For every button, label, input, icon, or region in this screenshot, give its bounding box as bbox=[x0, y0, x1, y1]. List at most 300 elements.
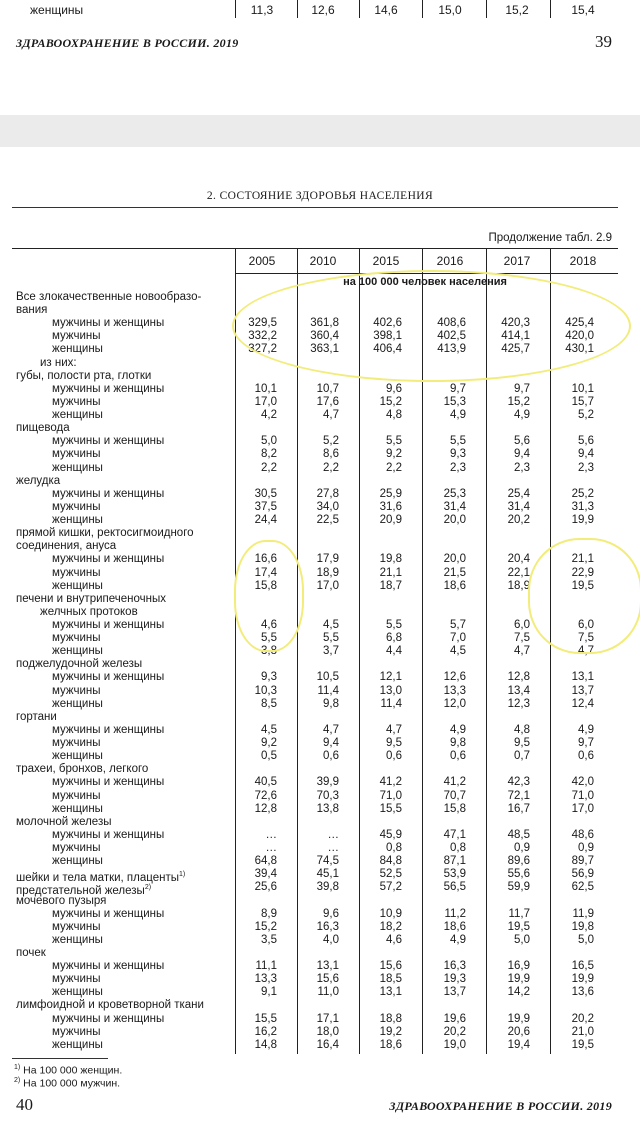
table-cell: 15,5 bbox=[254, 1013, 277, 1025]
table-cell: 20,6 bbox=[507, 1026, 530, 1038]
row-label: мочевого пузыря bbox=[16, 895, 107, 907]
table-cell: 15,8 bbox=[443, 803, 466, 815]
table-cell: 70,7 bbox=[443, 790, 466, 802]
row-label: мужчины и женщины bbox=[52, 960, 165, 972]
table-cell: 15,2 bbox=[379, 396, 402, 408]
table-cell: 21,1 bbox=[379, 567, 402, 579]
table-cell: 5,5 bbox=[386, 619, 402, 631]
table-cell: 41,2 bbox=[443, 776, 466, 788]
year-header: 2015 bbox=[372, 254, 400, 268]
table-cell: 0,8 bbox=[386, 842, 402, 854]
table-cell: 18,8 bbox=[379, 1013, 402, 1025]
highlight-circle bbox=[232, 270, 631, 382]
table-cell: … bbox=[327, 829, 339, 841]
table-top-rule bbox=[12, 248, 618, 249]
table-cell: 25,4 bbox=[507, 488, 530, 500]
table-cell: 4,5 bbox=[261, 724, 277, 736]
table-cell: 45,9 bbox=[379, 829, 402, 841]
table-cell: 39,9 bbox=[316, 776, 339, 788]
table-cell: 25,9 bbox=[379, 488, 402, 500]
table-cell: 4,9 bbox=[450, 934, 466, 946]
table-cell: 0,5 bbox=[261, 750, 277, 762]
table-cell: 327,2 bbox=[248, 343, 277, 355]
table-cell: 42,0 bbox=[571, 776, 594, 788]
table-cell: 27,8 bbox=[316, 488, 339, 500]
table-cell: 52,5 bbox=[379, 868, 402, 880]
table-cell: 0,6 bbox=[578, 750, 594, 762]
table-cell: 8,9 bbox=[261, 908, 277, 920]
row-label: мужчины bbox=[52, 501, 101, 513]
row-label: мужчины bbox=[52, 396, 101, 408]
table-cell: 31,6 bbox=[379, 501, 402, 513]
row-label: женщины bbox=[52, 986, 103, 998]
row-label: мужчины и женщины bbox=[52, 553, 165, 565]
table-cell: 18,7 bbox=[379, 580, 402, 592]
table-cell: 5,2 bbox=[323, 435, 339, 447]
previous-page-fragment bbox=[0, 0, 640, 22]
table-cell: 11,7 bbox=[508, 908, 530, 920]
table-cell: 398,1 bbox=[373, 330, 402, 342]
table-cell: 16,9 bbox=[507, 960, 530, 972]
table-cell: 34,0 bbox=[316, 501, 339, 513]
footnote-rule bbox=[12, 1058, 108, 1059]
table-cell: 4,7 bbox=[323, 409, 339, 421]
row-label: женщины bbox=[52, 855, 103, 867]
table-cell: 19,5 bbox=[507, 921, 530, 933]
row-label: предстательной железы$^{2)}$ bbox=[16, 884, 152, 897]
table-cell: 15,8 bbox=[254, 580, 277, 592]
table-cell: 19,8 bbox=[571, 921, 594, 933]
table-cell: 4,0 bbox=[323, 934, 339, 946]
table-cell: 37,5 bbox=[254, 501, 277, 513]
table-cell: 9,6 bbox=[323, 908, 339, 920]
table-cell: 13,3 bbox=[443, 685, 466, 697]
row-label: трахеи, бронхов, легкого bbox=[16, 763, 149, 775]
row-label: желудка bbox=[16, 475, 61, 487]
table-cell: 21,1 bbox=[571, 553, 594, 565]
table-cell: 9,7 bbox=[450, 383, 466, 395]
unit-label: на 100 000 человек населения bbox=[343, 276, 507, 288]
table-cell: 53,9 bbox=[443, 868, 466, 880]
row-label: пищевода bbox=[16, 422, 70, 434]
table-cell: 25,6 bbox=[254, 881, 277, 893]
table-cell: 13,7 bbox=[571, 685, 594, 697]
year-header: 2018 bbox=[569, 254, 597, 268]
table-cell: 39,8 bbox=[316, 881, 339, 893]
table-cell: 20,9 bbox=[379, 514, 402, 526]
row-label: почек bbox=[16, 947, 46, 959]
row-label: мужчины bbox=[52, 448, 101, 460]
table-cell: 9,5 bbox=[514, 737, 530, 749]
table-cell: … bbox=[265, 842, 277, 854]
table-cell: 74,5 bbox=[316, 855, 339, 867]
table-cell: 7,0 bbox=[450, 632, 466, 644]
table-cell: 0,8 bbox=[450, 842, 466, 854]
table-cell: 16,4 bbox=[316, 1039, 339, 1051]
row-label: мужчины bbox=[52, 567, 101, 579]
row-label: соединения, ануса bbox=[16, 540, 117, 552]
table-cell: 20,2 bbox=[507, 514, 530, 526]
table-cell: 10,5 bbox=[316, 671, 339, 683]
row-label: мужчины bbox=[52, 790, 101, 802]
table-cell: 9,8 bbox=[323, 698, 339, 710]
table-cell: 2,2 bbox=[261, 462, 277, 474]
row-label: мужчины bbox=[52, 921, 101, 933]
table-cell: 11,4 bbox=[317, 685, 339, 697]
table-cell: 6,0 bbox=[514, 619, 530, 631]
table-cell: 4,8 bbox=[514, 724, 530, 736]
table-cell: 420,3 bbox=[501, 317, 530, 329]
table-cell: … bbox=[265, 829, 277, 841]
table-cell: 15,5 bbox=[379, 803, 402, 815]
table-cell: 5,2 bbox=[578, 409, 594, 421]
table-cell: 11,0 bbox=[317, 986, 339, 998]
table-cell: 55,6 bbox=[507, 868, 530, 880]
row-label: мужчины bbox=[52, 973, 101, 985]
table-cell: 21,0 bbox=[571, 1026, 594, 1038]
table-cell: 19,9 bbox=[507, 1013, 530, 1025]
table-cell: 5,5 bbox=[323, 632, 339, 644]
row-label: женщины bbox=[52, 803, 103, 815]
table-cell: 30,5 bbox=[254, 488, 277, 500]
table-cell: 56,5 bbox=[443, 881, 466, 893]
row-label: женщины bbox=[52, 462, 103, 474]
table-cell: 9,5 bbox=[386, 737, 402, 749]
table-cell: 10,9 bbox=[379, 908, 402, 920]
row-label: женщины bbox=[52, 645, 103, 657]
table-cell: 4,6 bbox=[386, 934, 402, 946]
table-cell: 17,0 bbox=[571, 803, 594, 815]
table-cell: 402,6 bbox=[373, 317, 402, 329]
table-cell: 12,0 bbox=[443, 698, 466, 710]
table-cell: 9,7 bbox=[578, 737, 594, 749]
row-label: женщины bbox=[52, 750, 103, 762]
table-cell: 84,8 bbox=[379, 855, 402, 867]
table-cell: 9,3 bbox=[450, 448, 466, 460]
table-cell: 13,4 bbox=[507, 685, 530, 697]
year-header: 2017 bbox=[503, 254, 531, 268]
table-cell: 0,9 bbox=[514, 842, 530, 854]
table-cell: 6,8 bbox=[386, 632, 402, 644]
table-cell: 13,3 bbox=[254, 973, 277, 985]
table-cell: 59,9 bbox=[507, 881, 530, 893]
row-label: женщины bbox=[52, 343, 103, 355]
table-cell: 9,7 bbox=[514, 383, 530, 395]
table-cell: 31,3 bbox=[571, 501, 594, 513]
table-cell: 71,0 bbox=[571, 790, 594, 802]
table-cell: 42,3 bbox=[507, 776, 530, 788]
table-cell: 64,8 bbox=[254, 855, 277, 867]
table-cell: 8,2 bbox=[261, 448, 277, 460]
table-cell: 20,4 bbox=[507, 553, 530, 565]
row-label: Все злокачественные новообразо- bbox=[16, 291, 202, 303]
table-cell: 17,1 bbox=[316, 1013, 339, 1025]
table-cell: 10,1 bbox=[254, 383, 277, 395]
table-cell: 70,3 bbox=[316, 790, 339, 802]
highlight-circle bbox=[528, 538, 640, 654]
table-cell: 16,7 bbox=[507, 803, 530, 815]
row-label: мужчины и женщины bbox=[52, 829, 165, 841]
table-cell: 13,7 bbox=[443, 986, 466, 998]
year-header: 2005 bbox=[248, 254, 276, 268]
table-cell: 19,9 bbox=[571, 973, 594, 985]
table-cell: 2,3 bbox=[514, 462, 530, 474]
table-cell: 9,3 bbox=[261, 671, 277, 683]
table-cell: 18,6 bbox=[443, 921, 466, 933]
table-cell: 18,0 bbox=[316, 1026, 339, 1038]
table-cell: 45,1 bbox=[316, 868, 339, 880]
table-cell: 19,5 bbox=[571, 580, 594, 592]
table-cell: 9,8 bbox=[450, 737, 466, 749]
table-cell: 21,5 bbox=[443, 567, 466, 579]
footnote: $^{1)}$ На 100 000 женщин. bbox=[14, 1064, 123, 1077]
table-cell: 5,5 bbox=[450, 435, 466, 447]
table-cell: 12,8 bbox=[254, 803, 277, 815]
table-cell: 14,8 bbox=[254, 1039, 277, 1051]
table-cell: 11,2 bbox=[444, 908, 466, 920]
table-cell: 17,9 bbox=[316, 553, 339, 565]
row-label: женщины bbox=[52, 514, 103, 526]
section-rule bbox=[12, 207, 618, 208]
table-cell: 0,7 bbox=[514, 750, 530, 762]
fragment-value: 11,3 bbox=[250, 3, 274, 17]
table-cell: 40,5 bbox=[254, 776, 277, 788]
running-header-bottom: ЗДРАВООХРАНЕНИЕ В РОССИИ. 2019 bbox=[389, 1099, 612, 1113]
table-cell: 62,5 bbox=[571, 881, 594, 893]
table-cell: 18,9 bbox=[316, 567, 339, 579]
table-cell: 56,9 bbox=[571, 868, 594, 880]
row-label: губы, полости рта, глотки bbox=[16, 370, 152, 382]
table-cell: 10,1 bbox=[571, 383, 594, 395]
table-cell: 9,4 bbox=[323, 737, 339, 749]
table-cell: 363,1 bbox=[310, 343, 339, 355]
table-cell: 15,6 bbox=[316, 973, 339, 985]
row-label: женщины bbox=[52, 934, 103, 946]
table-cell: 41,2 bbox=[379, 776, 402, 788]
table-cell: 4,2 bbox=[261, 409, 277, 421]
table-cell: 15,6 bbox=[379, 960, 402, 972]
table-cell: 9,2 bbox=[261, 737, 277, 749]
table-cell: 13,1 bbox=[316, 960, 339, 972]
fragment-value: 15,2 bbox=[505, 3, 529, 17]
row-label: мужчины bbox=[52, 632, 101, 644]
row-label: женщины bbox=[52, 580, 103, 592]
table-cell: 20,2 bbox=[571, 1013, 594, 1025]
table-cell: 5,6 bbox=[514, 435, 530, 447]
table-cell: 19,5 bbox=[571, 1039, 594, 1051]
table-cell: 10,3 bbox=[254, 685, 277, 697]
table-cell: 3,7 bbox=[323, 645, 339, 657]
table-cell: 3,8 bbox=[261, 645, 277, 657]
table-cell: 9,1 bbox=[261, 986, 277, 998]
table-cell: 19,8 bbox=[379, 553, 402, 565]
table-cell: 16,5 bbox=[571, 960, 594, 972]
running-header-top: ЗДРАВООХРАНЕНИЕ В РОССИИ. 2019 bbox=[16, 36, 239, 50]
row-label: мужчины bbox=[52, 685, 101, 697]
table-cell: 361,8 bbox=[310, 317, 339, 329]
table-cell: 425,7 bbox=[501, 343, 530, 355]
table-cell: 18,9 bbox=[507, 580, 530, 592]
table-cell: 413,9 bbox=[437, 343, 466, 355]
table-cell: 0,6 bbox=[450, 750, 466, 762]
table-cell: 4,9 bbox=[514, 409, 530, 421]
table-cell: 4,9 bbox=[578, 724, 594, 736]
table-cell: 20,0 bbox=[443, 514, 466, 526]
table-cell: 4,7 bbox=[514, 645, 530, 657]
table-cell: 89,6 bbox=[507, 855, 530, 867]
table-cell: 7,5 bbox=[578, 632, 594, 644]
table-cell: 4,8 bbox=[386, 409, 402, 421]
table-cell: 11,9 bbox=[572, 908, 594, 920]
table-cell: 0,6 bbox=[386, 750, 402, 762]
fragment-value: 12,6 bbox=[311, 3, 335, 17]
table-cell: 8,5 bbox=[261, 698, 277, 710]
table-cell: 2,2 bbox=[323, 462, 339, 474]
table-cell: 47,1 bbox=[443, 829, 466, 841]
table-cell: 10,7 bbox=[316, 383, 339, 395]
table-cell: 13,1 bbox=[379, 986, 402, 998]
table-cell: 31,4 bbox=[443, 501, 466, 513]
row-label: мужчины bbox=[52, 1026, 101, 1038]
table-cell: 16,6 bbox=[254, 553, 277, 565]
table-cell: 87,1 bbox=[443, 855, 466, 867]
table-cell: 20,0 bbox=[443, 553, 466, 565]
table-cell: 39,4 bbox=[254, 868, 277, 880]
table-cell: 2,3 bbox=[578, 462, 594, 474]
table-cell: 6,0 bbox=[578, 619, 594, 631]
row-label: молочной железы bbox=[16, 816, 112, 828]
table-cell: 406,4 bbox=[373, 343, 402, 355]
table-cell: 19,4 bbox=[507, 1039, 530, 1051]
table-cell: 16,2 bbox=[254, 1026, 277, 1038]
table-cell: 5,7 bbox=[450, 619, 466, 631]
table-cell: 2,2 bbox=[386, 462, 402, 474]
table-cell: 13,1 bbox=[571, 671, 594, 683]
table-cell: 12,1 bbox=[379, 671, 402, 683]
table-cell: 72,6 bbox=[254, 790, 277, 802]
year-header: 2016 bbox=[436, 254, 464, 268]
row-label: мужчины bbox=[52, 737, 101, 749]
table-cell: 19,6 bbox=[443, 1013, 466, 1025]
page-number-bottom: 40 bbox=[16, 1095, 33, 1114]
row-label: из них: bbox=[40, 357, 77, 369]
table-cell: 13,0 bbox=[379, 685, 402, 697]
table-cell: 9,2 bbox=[386, 448, 402, 460]
table-cell: 9,4 bbox=[514, 448, 530, 460]
table-cell: 420,0 bbox=[565, 330, 594, 342]
table-cell: 71,0 bbox=[379, 790, 402, 802]
row-label: печени и внутрипеченочных bbox=[16, 593, 166, 605]
table-cell: 408,6 bbox=[437, 317, 466, 329]
table-cell: 360,4 bbox=[310, 330, 339, 342]
table-cell: 17,0 bbox=[254, 396, 277, 408]
table-cell: 4,7 bbox=[386, 724, 402, 736]
highlight-circle bbox=[234, 540, 304, 652]
table-cell: 22,9 bbox=[571, 567, 594, 579]
page-number-top: 39 bbox=[595, 32, 612, 51]
table-cell: 89,7 bbox=[571, 855, 594, 867]
table-cell: 17,0 bbox=[316, 580, 339, 592]
footnote: $^{2)}$ На 100 000 мужчин. bbox=[14, 1077, 121, 1090]
table-continuation-label: Продолжение табл. 2.9 bbox=[488, 232, 612, 244]
table-cell: 3,5 bbox=[261, 934, 277, 946]
table-cell: 12,6 bbox=[443, 671, 466, 683]
table-cell: 24,4 bbox=[254, 514, 277, 526]
table-cell: 4,6 bbox=[261, 619, 277, 631]
row-label: мужчины и женщины bbox=[52, 776, 165, 788]
table-cell: 2,3 bbox=[450, 462, 466, 474]
row-label: мужчины и женщины bbox=[52, 724, 165, 736]
table-cell: 20,2 bbox=[443, 1026, 466, 1038]
row-label: женщины bbox=[52, 409, 103, 421]
table-cell: 15,2 bbox=[507, 396, 530, 408]
table-cell: 4,4 bbox=[386, 645, 402, 657]
table-cell: 430,1 bbox=[565, 343, 594, 355]
table-cell: 0,9 bbox=[578, 842, 594, 854]
table-cell: 25,2 bbox=[571, 488, 594, 500]
table-cell: 11,1 bbox=[255, 960, 277, 972]
row-label: мужчины и женщины bbox=[52, 383, 165, 395]
row-label: мужчины и женщины bbox=[52, 908, 165, 920]
row-label: гортани bbox=[16, 711, 57, 723]
table-cell: 0,6 bbox=[323, 750, 339, 762]
table-cell: 19,9 bbox=[507, 973, 530, 985]
table-cell: 16,3 bbox=[316, 921, 339, 933]
table-cell: 4,5 bbox=[323, 619, 339, 631]
table-cell: 11,4 bbox=[380, 698, 402, 710]
fragment-label: женщины bbox=[30, 3, 84, 17]
table-cell: 18,6 bbox=[379, 1039, 402, 1051]
table-cell: 5,5 bbox=[386, 435, 402, 447]
table-cell: 9,6 bbox=[386, 383, 402, 395]
table-cell: 25,3 bbox=[443, 488, 466, 500]
table-cell: 7,5 bbox=[514, 632, 530, 644]
table-cell: 425,4 bbox=[565, 317, 594, 329]
table-cell: 17,6 bbox=[316, 396, 339, 408]
row-label: женщины bbox=[52, 698, 103, 710]
table-cell: 16,3 bbox=[443, 960, 466, 972]
row-label: мужчины bbox=[52, 330, 101, 342]
table-cell: 19,2 bbox=[379, 1026, 402, 1038]
table-cell: 22,5 bbox=[316, 514, 339, 526]
table-cell: 15,2 bbox=[254, 921, 277, 933]
table-cell: 72,1 bbox=[507, 790, 530, 802]
row-label: мужчины и женщины bbox=[52, 1013, 165, 1025]
table-cell: 18,6 bbox=[443, 580, 466, 592]
page-gap bbox=[0, 115, 640, 147]
table-cell: 48,6 bbox=[571, 829, 594, 841]
table-cell: 12,8 bbox=[507, 671, 530, 683]
table-cell: 4,5 bbox=[450, 645, 466, 657]
year-header: 2010 bbox=[309, 254, 337, 268]
table-cell: … bbox=[327, 842, 339, 854]
table-cell: 12,4 bbox=[571, 698, 594, 710]
row-label: вания bbox=[16, 304, 48, 316]
fragment-value: 14,6 bbox=[374, 3, 398, 17]
table-cell: 9,4 bbox=[578, 448, 594, 460]
row-label: мужчины и женщины bbox=[52, 435, 165, 447]
table-cell: 57,2 bbox=[379, 881, 402, 893]
table-cell: 4,7 bbox=[323, 724, 339, 736]
table-cell: 402,5 bbox=[437, 330, 466, 342]
table-cell: 8,6 bbox=[323, 448, 339, 460]
table-cell: 18,5 bbox=[379, 973, 402, 985]
table-cell: 13,6 bbox=[571, 986, 594, 998]
fragment-value: 15,4 bbox=[571, 3, 595, 17]
table-cell: 19,0 bbox=[443, 1039, 466, 1051]
row-label: мужчины и женщины bbox=[52, 671, 165, 683]
row-label: шейки и тела матки, плаценты$^{1)}$ bbox=[16, 871, 186, 884]
